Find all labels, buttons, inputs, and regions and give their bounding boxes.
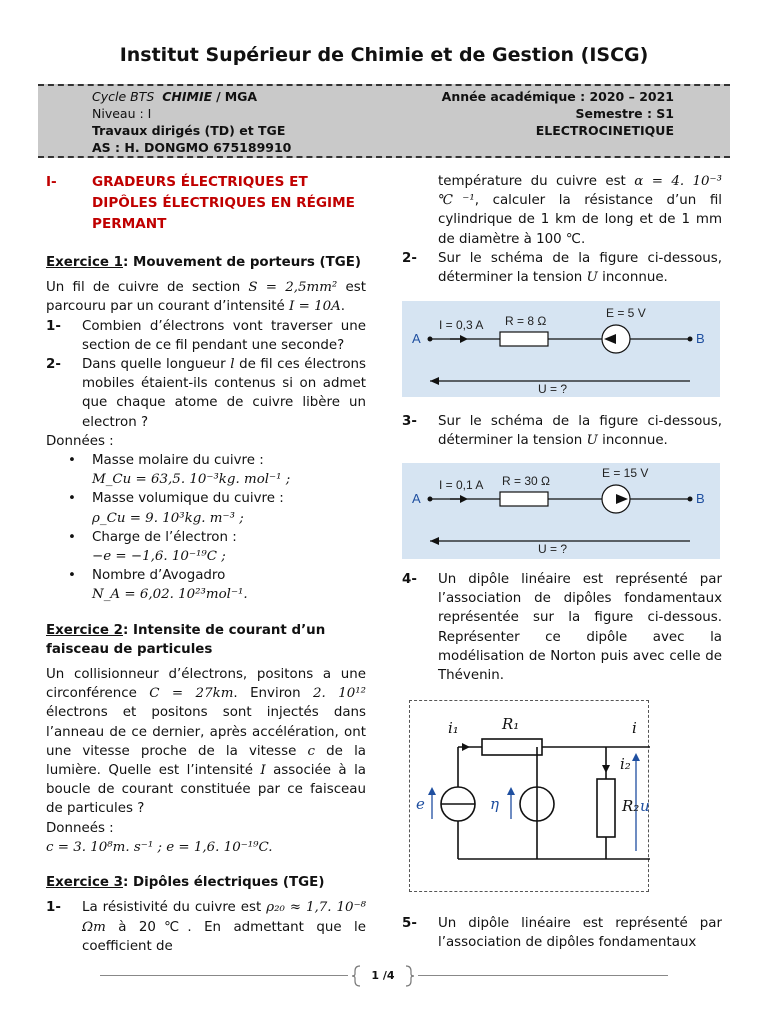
emf-label: E = 5 V [606, 306, 646, 320]
page-footer [100, 964, 668, 988]
avogadro-value: N_A = 6,02. 10²³mol⁻¹. [92, 587, 248, 603]
circuit-figure-1 [402, 301, 720, 397]
right-column-q4 [402, 570, 722, 685]
exercise-3-question-4: 4- Un dipôle linéaire est représenté par l’association de dipôles fondamentaux représentée sur la figure ci-dessous. Représenter ce dipôle avec la modélisation de Norton puis avec celle de Thévenin. [402, 572, 722, 684]
exercise-1-question-1: 1- Combien d’électrons vont traverser une section de ce fil pendant une seconde? [46, 318, 366, 353]
node-a-label: A [412, 491, 421, 506]
course-header-box [38, 84, 730, 158]
data-item-avogadro: • Nombre d’Avogadro [68, 568, 226, 584]
exercise-2-heading: Exercice 2: Intensite de courant d’un faisceau de particules [46, 622, 326, 657]
current-i1-label: i₁ [448, 719, 459, 737]
resistor-r1-label: R₁ [502, 715, 520, 733]
exercise-2-data-values: c = 3. 10⁸m. s⁻¹ ; e = 1,6. 10⁻¹⁹C. [46, 839, 273, 855]
right-column [402, 172, 722, 287]
exercise-3-question-3: 3- Sur le schéma de la figure ci-dessous, déterminer la tension U inconnue. [402, 414, 722, 449]
section-heading: I- GRADEURS ÉLECTRIQUES ET DIPÔLES ÉLECTRIQUES EN RÉGIME PERMANT [46, 174, 355, 232]
node-b-label: B [696, 491, 705, 506]
exercise-3-question-5: 5- Un dipôle linéaire est représenté par l’association de dipôles fondamentaux [402, 916, 722, 951]
current-label: I = 0,1 A [439, 478, 484, 492]
current-i2-label: i₂ [620, 755, 631, 773]
voltage-label: U = ? [538, 542, 568, 556]
source-e-label: e [416, 795, 425, 813]
data-item-molar-mass: • Masse molaire du cuivre : [68, 453, 264, 469]
left-column [46, 172, 366, 956]
exercise-3-question-1: 1- La résistivité du cuivre est ρ₂₀ ≈ 1,7. 10⁻⁸ Ωm à 20℃. En admettant que le coefficient de [46, 900, 367, 954]
charge-value: −e = −1,6. 10⁻¹⁹C ; [92, 549, 226, 565]
cycle-line: Cycle BTS CHIMIE / MGA [92, 89, 258, 104]
voltage-u-label: u [640, 797, 650, 815]
current-i-label: i [632, 719, 637, 737]
right-column-q3 [402, 412, 722, 450]
page-number: 1 /4 [371, 969, 395, 982]
document-title: Institut Supérieur de Chimie et de Gestion (ISCG) [119, 44, 649, 66]
resistor-r2-label: R₂ [622, 797, 640, 815]
voltage-label: U = ? [538, 382, 568, 396]
semester: Semestre : S1 [575, 106, 674, 121]
exercise-3-question-2: 2- Sur le schéma de la figure ci-dessous, déterminer la tension U inconnue. [402, 250, 722, 286]
emf-label: E = 15 V [602, 466, 649, 480]
exercise-2-data-label: Donneés : [46, 820, 114, 836]
exercise-1-heading: Exercice 1: Mouvement de porteurs (TGE) [46, 255, 361, 270]
exercise-2-text: Un collisionneur d’électrons, positons a une circonférence C = 27km. Environ 2. 10¹² électrons et positons sont injectés dans l’anneau de ce dernier, après accélération, ont une vitesse proche de la vitesse c de la lumière. Quelle est l’intensité I associée à la boucle de courant constituée par ce faisceau de particules ? [46, 667, 366, 817]
data-item-charge: • Charge de l’électron : [68, 529, 237, 545]
exercise-1-intro: Un fil de cuivre de section S = 2,5mm² est parcouru par un courant d’intensité I = 10A. [46, 280, 366, 315]
academic-year: Année académique : 2020 – 2021 [441, 89, 674, 104]
exercise-3-question-1-continued: température du cuivre est α = 4. 10⁻³ ℃⁻¹, calculer la résistance d’un fil cylindrique de 1 km de long et de 1 mm de diamètre à 100 ℃. [438, 174, 722, 247]
course-type: Travaux dirigés (TD) et TGE [92, 123, 286, 138]
right-column-q5 [402, 914, 722, 952]
molar-mass-value: M_Cu = 63,5. 10⁻³kg. mol⁻¹ ; [92, 472, 291, 488]
circuit-figure-2 [402, 463, 720, 559]
data-item-density: • Masse volumique du cuivre : [68, 491, 284, 507]
subject: ELECTROCINETIQUE [535, 123, 674, 138]
node-b-label: B [696, 331, 705, 346]
exercise-3-heading: Exercice 3: Dipôles électriques (TGE) [46, 875, 325, 891]
resistor-label: R = 8 Ω [505, 314, 547, 328]
node-a-label: A [412, 331, 421, 346]
exercise-1-question-2: 2- Dans quelle longueur l de fil ces électrons mobiles étaient-ils contenus si on admet que chaque atome de cuivre libère un electron ? [46, 357, 366, 430]
current-label: I = 0,3 A [439, 318, 484, 332]
source-eta-label: η [490, 795, 499, 813]
instructor: AS : H. DONGMO 675189910 [92, 140, 292, 155]
resistor-label: R = 30 Ω [502, 474, 550, 488]
circuit-figure-3 [409, 700, 649, 892]
density-value: ρ_Cu = 9. 10³kg. m⁻³ ; [92, 510, 244, 526]
level: Niveau : I [92, 106, 152, 121]
data-label: Données : [46, 433, 114, 449]
